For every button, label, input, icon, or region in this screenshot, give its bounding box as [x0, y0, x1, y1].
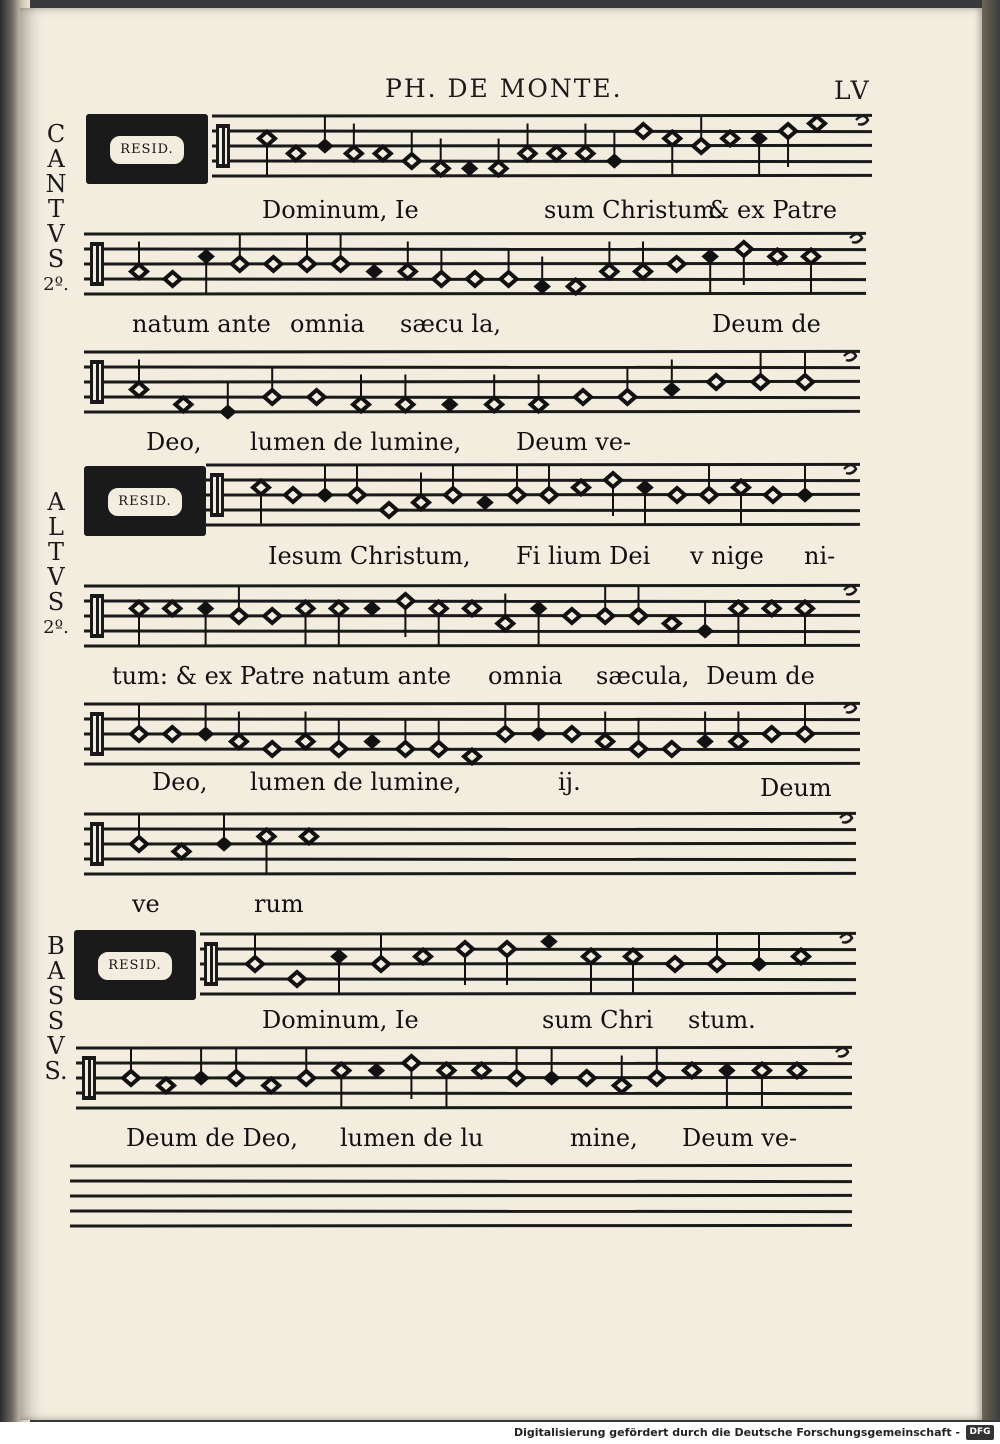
note-head: [697, 735, 713, 749]
lyric-text: tum: & ex Patre natum ante: [112, 662, 452, 690]
note-head: [509, 1071, 525, 1085]
staff-line: [84, 873, 856, 874]
clef-mark: [99, 826, 101, 862]
note-head: [809, 117, 825, 131]
clef-mark: [213, 946, 215, 982]
note-head: [631, 742, 647, 756]
voice-label-letter: S: [47, 588, 65, 616]
staff-line: [200, 933, 856, 934]
lyric-text: Deum de: [706, 662, 815, 690]
clef-mark: [90, 822, 104, 866]
staff-line: [84, 233, 866, 234]
lyric-text: rum: [254, 890, 304, 918]
note-head: [164, 727, 180, 741]
note-head: [664, 742, 680, 756]
note-head: [605, 473, 621, 487]
note-head: [751, 957, 767, 971]
lyric-text: Dominum, Ie: [262, 196, 419, 224]
note-head: [364, 735, 380, 749]
voice-label-letter: V: [47, 1032, 65, 1060]
staff-line: [84, 631, 860, 632]
note-head: [231, 609, 247, 623]
staff-line: [84, 293, 866, 294]
lyric-text: omnia: [488, 662, 563, 690]
note-head: [780, 124, 796, 138]
custos-mark: [844, 704, 856, 713]
note-head: [298, 1071, 314, 1085]
note-head: [467, 272, 483, 286]
note-head: [702, 250, 718, 264]
voice-label-letter: N: [45, 170, 67, 198]
note-head: [346, 147, 362, 161]
custos-mark: [844, 465, 856, 474]
lyric-text: ni-: [804, 542, 836, 570]
note-head: [364, 602, 380, 616]
note-head: [709, 957, 725, 971]
note-head: [664, 617, 680, 631]
clef-mark: [99, 716, 101, 752]
note-head: [462, 162, 478, 176]
clef-mark: [216, 124, 230, 168]
note-head: [697, 624, 713, 638]
note-head: [228, 1071, 244, 1085]
note-head: [288, 147, 304, 161]
voice-label-letter: S: [47, 982, 65, 1010]
note-head: [333, 257, 349, 271]
note-head: [544, 1071, 560, 1085]
voice-label-letter: V: [47, 563, 65, 591]
note-head: [259, 132, 275, 146]
lyric-text: stum.: [688, 1006, 756, 1034]
staff-line: [206, 494, 860, 495]
note-head: [317, 139, 333, 153]
note-head: [333, 1064, 349, 1078]
staff-line: [84, 645, 860, 646]
clef-mark: [210, 473, 224, 517]
clef-mark: [82, 1056, 96, 1100]
note-head: [520, 147, 536, 161]
note-head: [708, 375, 724, 389]
note-head: [497, 727, 513, 741]
note-head: [531, 727, 547, 741]
note-head: [568, 280, 584, 294]
voice-label-letter: T: [47, 538, 64, 566]
lyric-text: Dominum, Ie: [262, 1006, 419, 1034]
note-head: [403, 1056, 419, 1070]
note-head: [577, 147, 593, 161]
note-head: [797, 488, 813, 502]
staff-line: [76, 1077, 852, 1078]
note-head: [797, 602, 813, 616]
note-head: [299, 257, 315, 271]
note-head: [635, 265, 651, 279]
voice-label-letter: 2º.: [43, 274, 69, 295]
note-head: [764, 727, 780, 741]
note-head: [509, 488, 525, 502]
note-head: [477, 496, 493, 510]
clef-mark: [85, 1060, 88, 1096]
staff-line: [84, 719, 860, 720]
note-head: [368, 1064, 384, 1078]
custos-mark: [850, 234, 862, 243]
staff-line: [212, 145, 872, 146]
clef-mark: [90, 360, 104, 404]
note-head: [438, 1064, 454, 1078]
note-head: [531, 602, 547, 616]
note-head: [637, 481, 653, 495]
voice-label-letter: T: [47, 195, 64, 223]
note-head: [123, 1071, 139, 1085]
note-head: [317, 488, 333, 502]
note-head: [198, 250, 214, 264]
note-head: [373, 957, 389, 971]
clef-mark: [90, 712, 104, 756]
note-head: [263, 1079, 279, 1093]
note-head: [491, 162, 507, 176]
note-head: [298, 602, 314, 616]
lyric-text: Deum de: [712, 310, 821, 338]
lyric-text: Deum ve-: [516, 428, 632, 456]
note-head: [497, 617, 513, 631]
lyric-text: Deum de Deo,: [126, 1124, 299, 1152]
note-head: [793, 950, 809, 964]
clef-mark: [93, 716, 96, 752]
note-head: [625, 950, 641, 964]
note-head: [614, 1079, 630, 1093]
note-head: [298, 735, 314, 749]
note-head: [264, 609, 280, 623]
note-head: [131, 383, 147, 397]
note-head: [445, 488, 461, 502]
voice-label-letter: A: [47, 957, 65, 985]
note-head: [701, 488, 717, 502]
note-head: [353, 398, 369, 412]
note-head: [442, 398, 458, 412]
note-head: [733, 481, 749, 495]
voice-label-letter: S.: [44, 1057, 68, 1085]
staff-line: [84, 381, 860, 382]
note-head: [331, 950, 347, 964]
note-head: [730, 602, 746, 616]
staff-line: [206, 464, 860, 465]
note-head: [649, 1071, 665, 1085]
lyric-text: lumen de lu: [340, 1124, 484, 1152]
lyric-text: ve: [132, 890, 160, 918]
note-head: [366, 265, 382, 279]
staff-line: [212, 115, 872, 116]
note-head: [381, 503, 397, 517]
note-head: [541, 488, 557, 502]
note-head: [285, 488, 301, 502]
note-head: [669, 488, 685, 502]
clef-mark: [219, 128, 222, 164]
lyric-text: natum ante: [132, 310, 271, 338]
note-head: [722, 132, 738, 146]
note-head: [736, 242, 752, 256]
clef-mark: [213, 477, 216, 513]
lyric-text: Fi lium Dei: [516, 542, 651, 570]
note-head: [730, 735, 746, 749]
staff-line: [70, 1181, 852, 1182]
note-head: [259, 830, 275, 844]
lyric-text: Deo,: [152, 768, 208, 796]
clef-mark: [225, 128, 227, 164]
lyric-text: Deum: [760, 774, 832, 802]
lyric-text: lumen de lumine,: [250, 428, 462, 456]
lyric-text: v nige: [690, 542, 764, 570]
note-head: [764, 602, 780, 616]
note-head: [597, 735, 613, 749]
note-head: [131, 727, 147, 741]
note-head: [264, 390, 280, 404]
note-head: [693, 139, 709, 153]
note-head: [309, 390, 325, 404]
note-head: [797, 375, 813, 389]
note-head: [397, 594, 413, 608]
staff-line: [76, 1107, 852, 1108]
note-head: [131, 265, 147, 279]
voice-label-letter: L: [48, 513, 64, 541]
lyric-text: ij.: [558, 768, 581, 796]
note-head: [573, 481, 589, 495]
clef-mark: [99, 364, 101, 400]
note-head: [433, 162, 449, 176]
clef-mark: [90, 242, 104, 286]
voice-label-letter: A: [47, 145, 65, 173]
note-head: [579, 1071, 595, 1085]
voice-label-letter: C: [46, 120, 66, 148]
voice-label-letter: S: [47, 1007, 65, 1035]
note-head: [575, 390, 591, 404]
custos-mark: [844, 586, 856, 595]
cartouche-label: RESID.: [110, 136, 184, 164]
note-head: [635, 124, 651, 138]
voice-label-letter: A: [47, 488, 65, 516]
lyric-text: mine,: [570, 1124, 638, 1152]
lyric-text: sæcula,: [596, 662, 690, 690]
dfg-logo: DFG: [966, 1425, 994, 1440]
page-folio-number: LV: [834, 76, 872, 105]
custos-mark: [840, 814, 852, 823]
note-head: [431, 742, 447, 756]
digitization-credit: Digitalisierung gefördert durch die Deutsche Forschungsgemeinschaft -: [513, 1426, 960, 1439]
clef-mark: [204, 942, 218, 986]
note-head: [499, 942, 515, 956]
staff-line: [84, 585, 860, 586]
staff-line: [200, 949, 856, 950]
note-head: [531, 398, 547, 412]
staff-line: [212, 175, 872, 176]
staff-line: [206, 510, 860, 511]
note-head: [765, 488, 781, 502]
note-head: [583, 950, 599, 964]
note-head: [131, 837, 147, 851]
staff-line: [84, 351, 860, 352]
note-head: [349, 488, 365, 502]
note-head: [265, 257, 281, 271]
note-head: [415, 950, 431, 964]
lyric-text: sum Chri: [542, 1006, 654, 1034]
clef-mark: [90, 594, 104, 638]
staff-line: [76, 1093, 852, 1094]
voice-label-letter: S: [47, 245, 65, 273]
staff-line: [206, 480, 860, 481]
lyric-text: sum Christum.: [544, 196, 723, 224]
staff-line: [212, 131, 872, 132]
clef-mark: [99, 246, 101, 282]
footer-bar: [0, 1422, 1000, 1444]
note-head: [501, 272, 517, 286]
note-head: [457, 942, 473, 956]
note-head: [264, 742, 280, 756]
staff-line: [84, 829, 856, 830]
note-head: [164, 602, 180, 616]
clef-mark: [93, 246, 96, 282]
note-head: [198, 727, 214, 741]
note-head: [253, 481, 269, 495]
staff-line: [76, 1063, 852, 1064]
note-head: [397, 398, 413, 412]
note-head: [220, 405, 236, 419]
clef-mark: [93, 826, 96, 862]
staff-line: [76, 1047, 852, 1048]
staff-line: [84, 813, 856, 814]
note-head: [131, 602, 147, 616]
note-head: [789, 1064, 805, 1078]
note-head: [331, 742, 347, 756]
note-head: [331, 602, 347, 616]
note-head: [464, 602, 480, 616]
note-head: [541, 935, 557, 949]
note-head: [601, 265, 617, 279]
note-head: [753, 375, 769, 389]
note-head: [165, 272, 181, 286]
note-head: [231, 735, 247, 749]
staff-line: [206, 524, 860, 525]
note-head: [289, 972, 305, 986]
staff-line: [84, 263, 866, 264]
note-head: [667, 957, 683, 971]
page-header-title: PH. DE MONTE.: [385, 74, 623, 103]
clef-mark: [219, 477, 221, 513]
custos-mark: [844, 352, 856, 361]
note-head: [400, 265, 416, 279]
note-head: [397, 742, 413, 756]
cartouche-label: RESID.: [108, 488, 182, 516]
lyric-text: Deum ve-: [682, 1124, 798, 1152]
staff-line: [212, 161, 872, 162]
note-head: [664, 383, 680, 397]
note-head: [534, 280, 550, 294]
note-head: [433, 272, 449, 286]
note-head: [158, 1079, 174, 1093]
note-head: [413, 496, 429, 510]
note-head: [174, 845, 190, 859]
clef-mark: [93, 598, 96, 634]
note-head: [464, 750, 480, 764]
note-head: [375, 147, 391, 161]
voice-label-letter: B: [47, 932, 65, 960]
note-head: [564, 727, 580, 741]
note-head: [216, 837, 232, 851]
lyric-text: sæcu la,: [400, 310, 502, 338]
note-head: [431, 602, 447, 616]
custos-mark: [856, 116, 868, 125]
custos-mark: [840, 934, 852, 943]
staff-line: [70, 1225, 852, 1226]
note-head: [548, 147, 564, 161]
note-head: [404, 154, 420, 168]
note-head: [664, 132, 680, 146]
lyric-text: Deo,: [146, 428, 202, 456]
staff-line: [84, 703, 860, 704]
lyric-text: & ex Patre: [708, 196, 838, 224]
staff-line: [84, 397, 860, 398]
note-head: [684, 1064, 700, 1078]
lyric-text: omnia: [290, 310, 365, 338]
note-head: [474, 1064, 490, 1078]
note-head: [719, 1064, 735, 1078]
staff-line: [70, 1211, 852, 1212]
voice-label-letter: V: [47, 220, 65, 248]
note-head: [803, 250, 819, 264]
clef-mark: [93, 364, 96, 400]
staff-line: [70, 1195, 852, 1196]
staff-line: [84, 411, 860, 412]
note-head: [193, 1071, 209, 1085]
note-head: [564, 609, 580, 623]
note-head: [619, 390, 635, 404]
note-head: [597, 609, 613, 623]
note-head: [669, 257, 685, 271]
note-head: [175, 398, 191, 412]
note-head: [754, 1064, 770, 1078]
staff-line: [84, 367, 860, 368]
cartouche-label: RESID.: [98, 952, 172, 980]
note-head: [797, 727, 813, 741]
note-head: [769, 250, 785, 264]
staff-line: [84, 859, 856, 860]
voice-label-letter: 2º.: [43, 617, 69, 638]
staff-line: [84, 843, 856, 844]
staff-line: [200, 993, 856, 994]
staff-line: [70, 1165, 852, 1166]
lyric-text: Iesum Christum,: [268, 542, 471, 570]
clef-mark: [99, 598, 101, 634]
note-head: [606, 154, 622, 168]
note-head: [751, 132, 767, 146]
note-head: [247, 957, 263, 971]
lyric-text: lumen de lumine,: [250, 768, 462, 796]
note-head: [198, 602, 214, 616]
note-head: [301, 830, 317, 844]
clef-mark: [91, 1060, 93, 1096]
clef-mark: [207, 946, 210, 982]
note-head: [631, 609, 647, 623]
custos-mark: [836, 1048, 848, 1057]
note-head: [232, 257, 248, 271]
note-head: [486, 398, 502, 412]
